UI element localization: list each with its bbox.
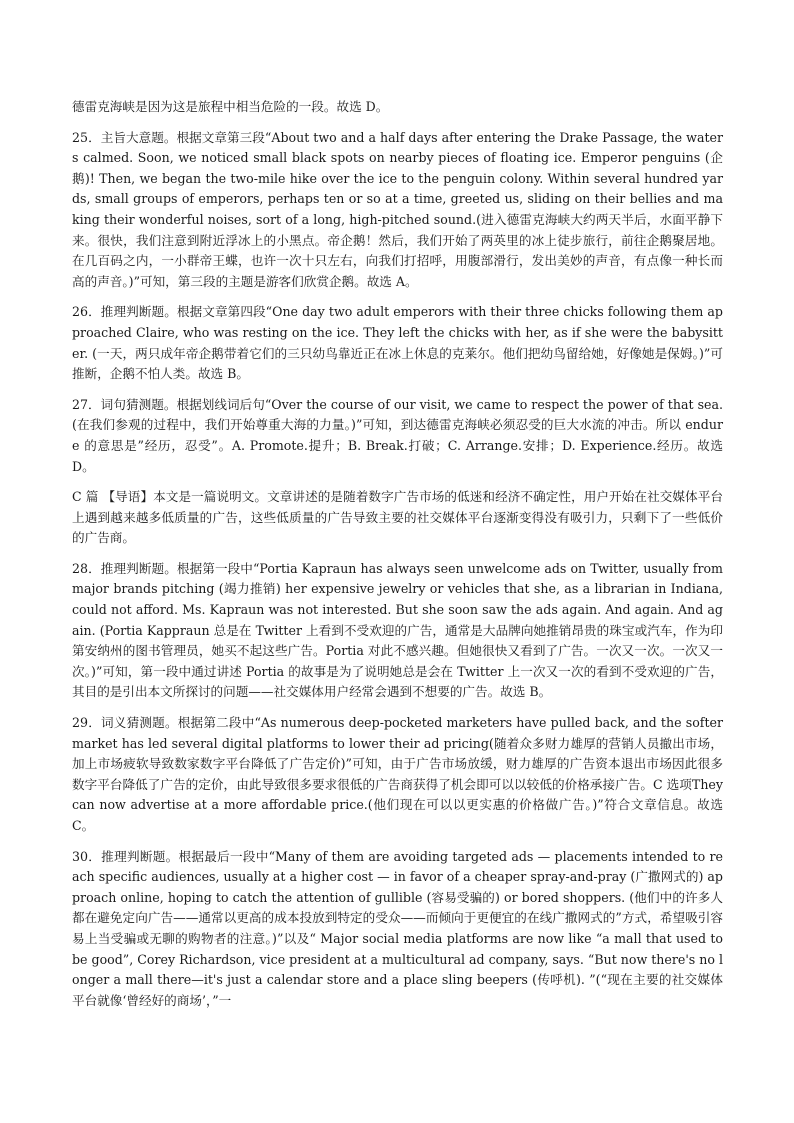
paragraph-q28: 28．推理判断题。根据第一段中“Portia Kapraun has always seen unwelcome ads on Twitter, usually from major brands pitching (竭力推销) her expensive jewelry or vehicles that she, as a librarian in Indiana, could not afford. Ms. Kapraun was not interested. But she soon saw the ads again. And again. And again. (Portia Kappraun 总是在 Twitter 上看到不受欢迎的广告，通常是大品牌向她推销昂贵的珠宝或汽车，作为印第安纳州的图书管理员，她买不起这些广告。Portia 对此不感兴趣。但她很快又看到了广告。一次又一次。一次又一次。)”可知，第一段中通过讲述 Portia 的故事是为了说明她总是会在 Twitter 上一次又一次的看到不受欢迎的广告，其目的是引出本文所探讨的问题——社交媒体用户经常会遇到不想要的广告。故选 B。 — [72, 560, 723, 700]
paragraph-q29: 29．词义猜测题。根据第二段中“As numerous deep-pocketed marketers have pulled back, and the softer market has led several digital platforms to lower their ad pricing(随着众多财力雄厚的营销人员撤出市场，加上市场疲软导致数家数字平台降低了广告定价)”可知，由于广告市场放缓，财力雄厚的广告资本退出市场因此很多数字平台降低了广告的定价，由此导致很多要求很低的广告商获得了机会即可以以较低的价格承接广告。C 选项They can now advertise at a more affordable price.(他们现在可以以更实惠的价格做广告。)”符合文章信息。故选 C。 — [72, 715, 723, 833]
paragraph-section-c-intro: C 篇 【导语】本文是一篇说明文。文章讲述的是随着数字广告市场的低迷和经济不确定性，用户开始在社交媒体平台上遇到越来越多低质量的广告，这些低质量的广告导致主要的社交媒体平台逐渐变得没有吸引力，只剩下了一些低价的广告商。 — [72, 489, 723, 546]
paragraph-q27: 27．词句猜测题。根据划线词后句“Over the course of our visit, we came to respect the power of that sea. (在我们参观的过程中，我们开始尊重大海的力量。)”可知，到达德雷克海峡必须忍受的巨大水流的冲击。所以 endure 的意思是”经历，忍受”。A. Promote.提升；B. Break.打破；C. Arrange.安排；D. Experience.经历。故选 D。 — [72, 396, 723, 474]
paragraph-continuation: 德雷克海峡是因为这是旅程中相当危险的一段。故选 D。 — [72, 99, 389, 114]
paragraph-q25: 25．主旨大意题。根据文章第三段“About two and a half days after entering the Drake Passage, the waters calmed. Soon, we noticed small black spots on nearby pieces of floating ice. Emperor penguins (企鹅)! Then, we began the two-mile hike over the ice to the penguin colony. Within several hundred yards, small groups of emperors, perhaps ten or so at a time, greeted us, sliding on their bellies and making their wonderful noises, sort of a long, high-pitched sound.(进入德雷克海峡大约两天半后，水面平静下来。很快，我们注意到附近浮冰上的小黑点。帝企鹅！然后，我们开始了两英里的冰上徒步旅行，前往企鹅聚居地。在几百码之内，一小群帝王蝶，也许一次十只左右，向我们打招呼，用腹部滑行，发出美妙的声音，有点像一种长而高的声音。)”可知，第三段的主题是游客们欣赏企鹅。故选 A。 — [72, 129, 723, 289]
paragraph-q26: 26．推理判断题。根据文章第四段“One day two adult emperors with their three chicks following them approached Claire, who was resting on the ice. They left the chicks with her, as if she were the babysitter. (一天，两只成年帝企鹅带着它们的三只幼鸟靠近正在冰上休息的克莱尔。他们把幼鸟留给她，好像她是保姆。)”可推断，企鹅不怕人类。故选 B。 — [72, 304, 723, 382]
document-page — [72, 97, 723, 1021]
paragraph-q30: 30．推理判断题。根据最后一段中“Many of them are avoiding targeted ads — placements intended to reach specific audiences, usually at a higher cost — in favor of a cheaper spray-and-pray (广撒网式的) approach online, hoping to catch the attention of gullible (容易受骗的) or bored shoppers. (他们中的许多人都在避免定向广告——通常以更高的成本投放到特定的受众——而倾向于更便宜的在线广撒网式的”方式，希望吸引容易上当受骗或无聊的购物者的注意。)”以及“ Major social media platforms are now like “a mall that used to be good”, Corey Richardson, vice president at a multicultural ad company, says. “But now there's no longer a mall there—it's just a calendar store and a place sling beepers (传呼机). ”(“现在主要的社交媒体平台就像‘曾经好的商场’，”一 — [72, 848, 723, 1008]
